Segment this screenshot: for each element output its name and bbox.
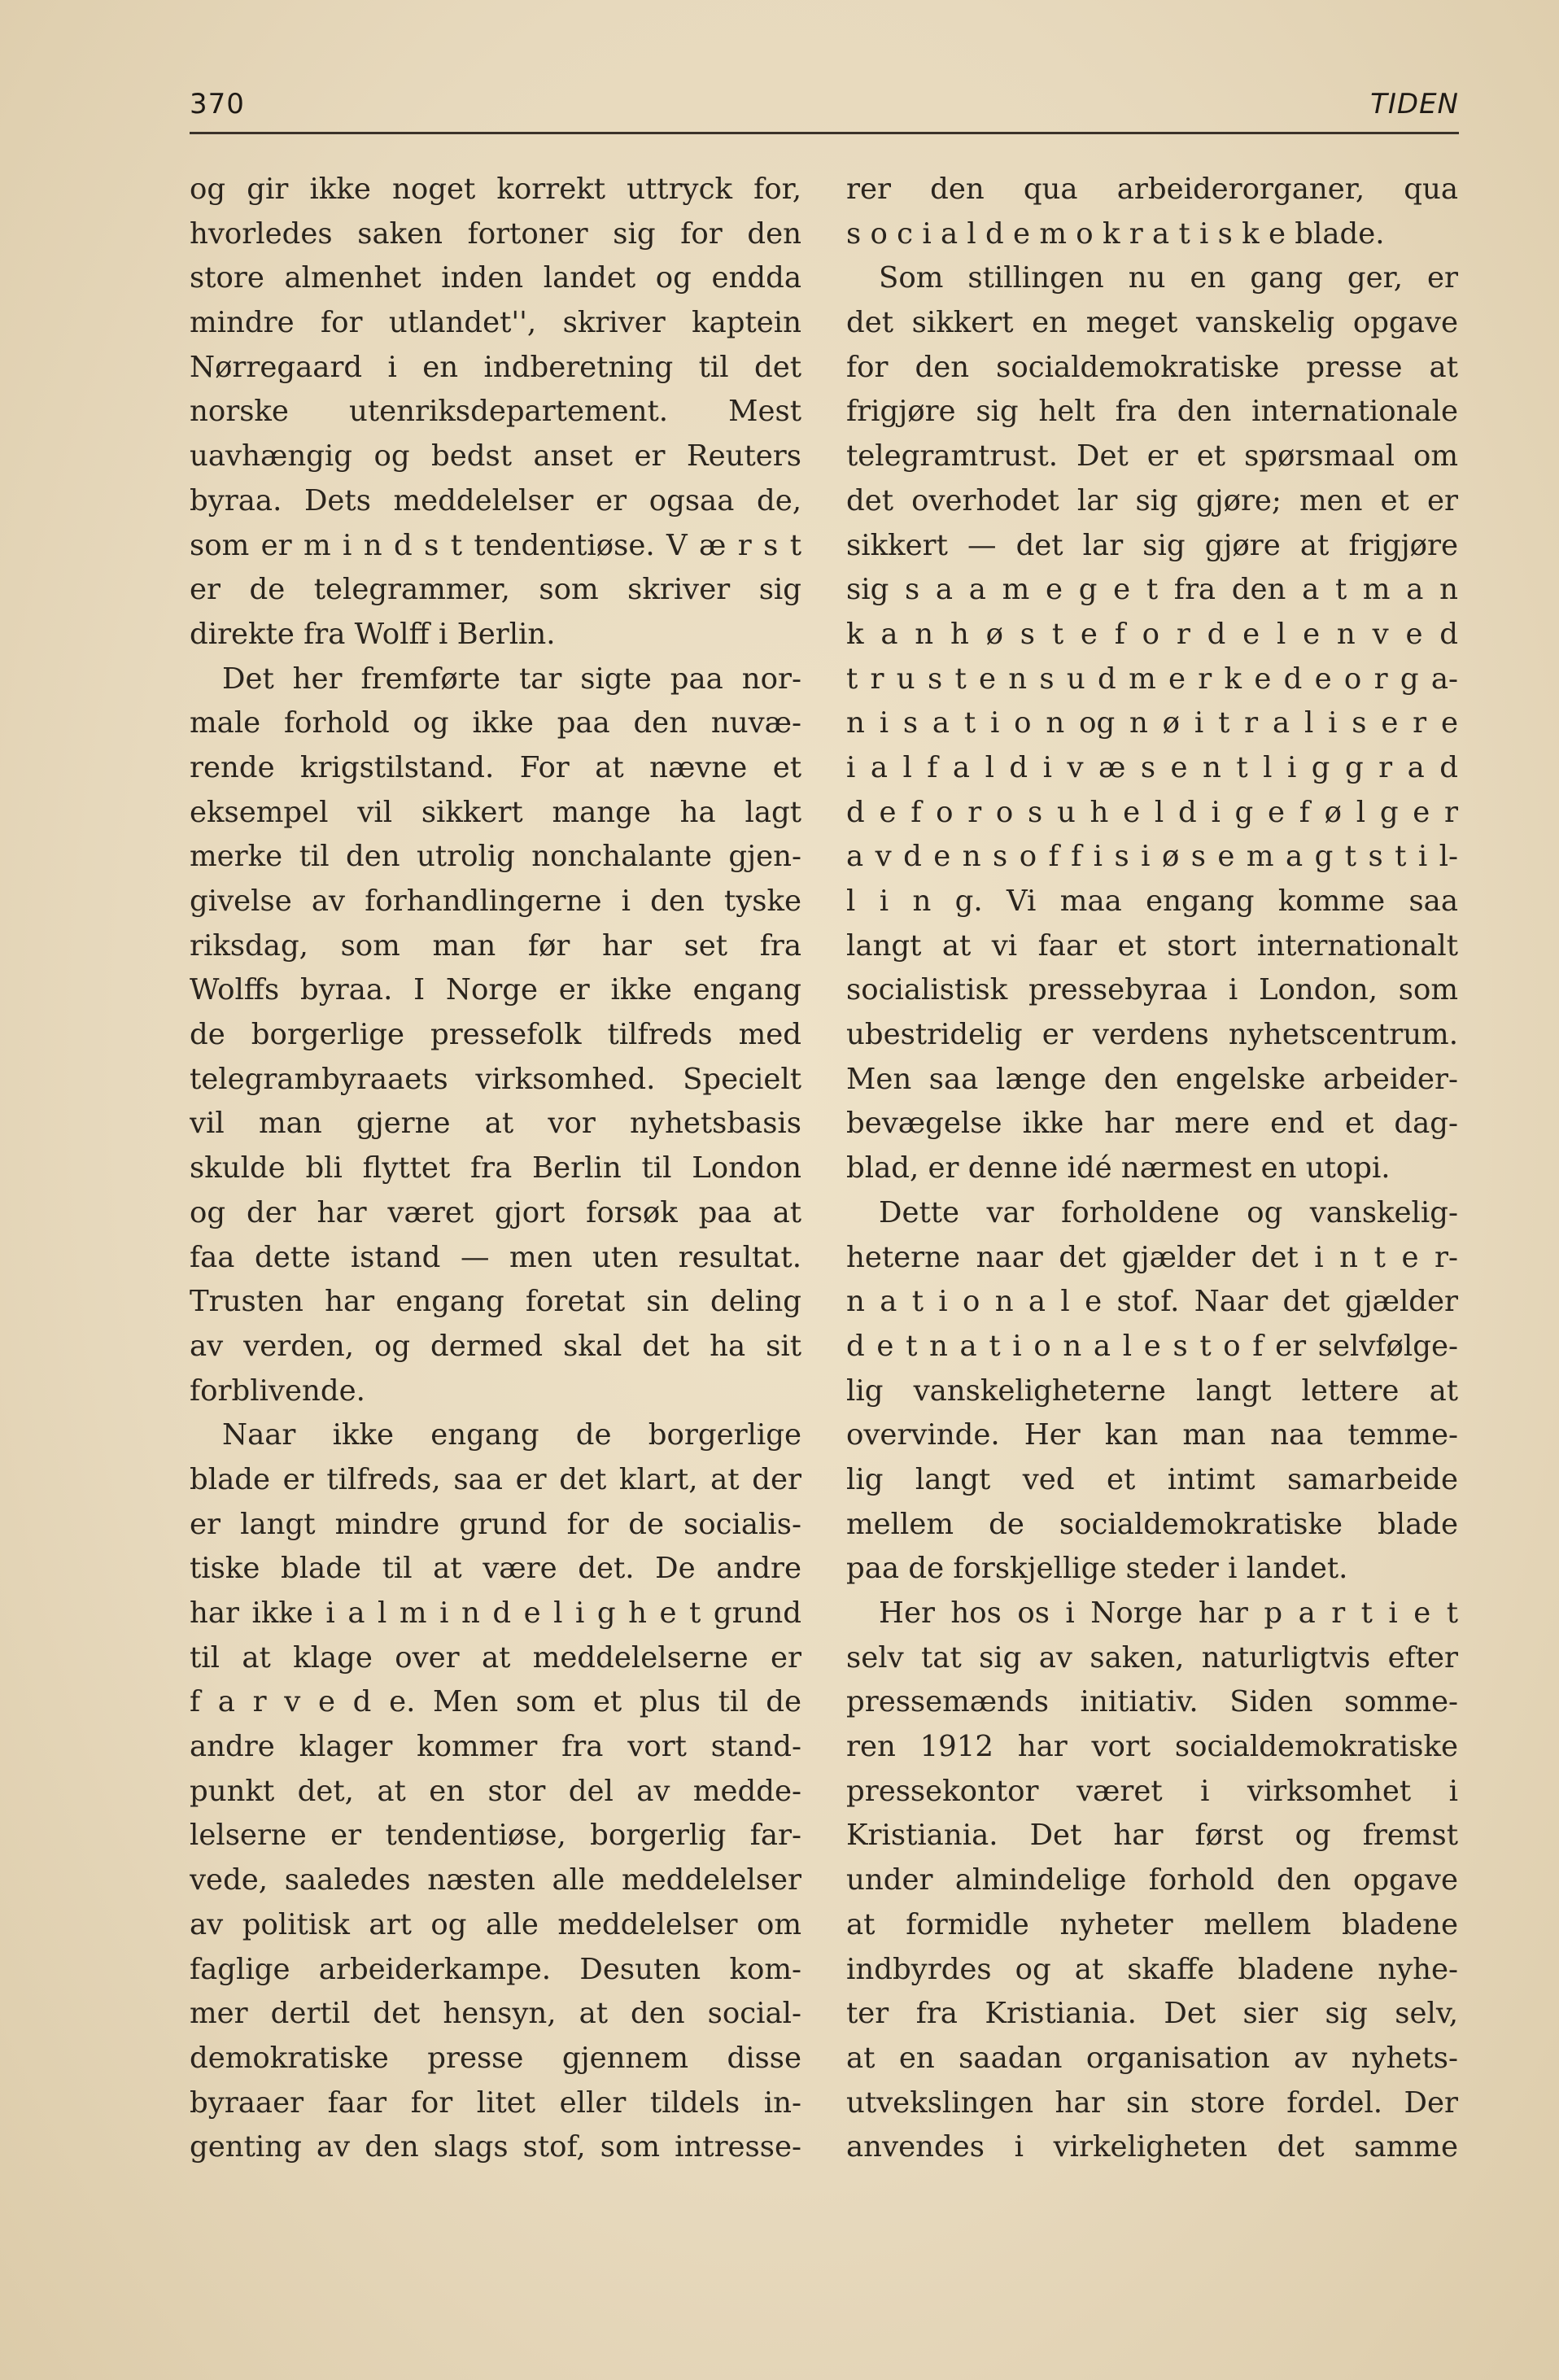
text-line: indbyrdes og at skaffe bladene nyhe- — [846, 1952, 1458, 1986]
text-line: blade er tilfreds, saa er det klart, at der — [190, 1462, 801, 1496]
text-line: store almenhet inden landet og endda — [190, 261, 801, 295]
text-line: at formidle nyheter mellem bladene — [846, 1907, 1458, 1941]
text-line: tiske blade til at være det. De andre — [190, 1552, 801, 1586]
text-line: eksempel vil sikkert mange ha lagt — [190, 795, 801, 829]
running-title: TIDEN — [1370, 88, 1459, 120]
text-line: n i s a t i o n og n ø i t r a l i s e r e — [846, 706, 1458, 740]
text-line: til at klage over at meddelelserne er — [190, 1640, 801, 1675]
text-line: langt at vi faar et stort internationalt — [846, 928, 1458, 963]
text-line: riksdag, som man før har set fra — [190, 928, 801, 963]
text-line: av politisk art og alle meddelelser om — [190, 1907, 801, 1941]
text-line: heterne naar det gjælder det i n t e r- — [846, 1240, 1458, 1274]
text-line: l i n g. Vi maa engang komme saa — [846, 884, 1458, 918]
text-line: og gir ikke noget korrekt uttryck for, — [190, 172, 801, 206]
text-line: pressemænds initiativ. Siden somme- — [846, 1685, 1458, 1719]
text-line: rer den qua arbeiderorganer, qua — [846, 172, 1458, 206]
text-line: Som stillingen nu en gang ger, er — [879, 261, 1458, 295]
text-line: Kristiania. Det har først og fremst — [846, 1819, 1458, 1853]
text-line: Her hos os i Norge har p a r t i e t — [879, 1596, 1458, 1630]
text-line: ren 1912 har vort socialdemokratiske — [846, 1730, 1458, 1764]
text-line: er de telegrammer, som skriver sig — [190, 573, 801, 607]
text-line: lig langt ved et intimt samarbeide — [846, 1462, 1458, 1496]
text-line: sig s a a m e g e t fra den a t m a n — [846, 573, 1458, 607]
text-line: Wolffs byraa. I Norge er ikke engang — [190, 973, 801, 1007]
text-line: Nørregaard i en indberetning til det — [190, 350, 801, 384]
text-line: male forhold og ikke paa den nuvæ- — [190, 706, 801, 740]
text-line: det sikkert en meget vanskelig opgave — [846, 306, 1458, 340]
text-line: for den socialdemokratiske presse at — [846, 350, 1458, 384]
text-line: Naar ikke engang de borgerlige — [222, 1418, 801, 1452]
text-line: norske utenriksdepartement. Mest — [190, 395, 801, 429]
text-line: genting av den slags stof, som intresse- — [190, 2130, 801, 2164]
text-line: i a l f a l d i v æ s e n t l i g g r a d — [846, 750, 1458, 784]
text-line: de borgerlige pressefolk tilfreds med — [190, 1018, 801, 1052]
text-line: paa de forskjellige steder i landet. — [846, 1552, 1348, 1586]
text-line: det overhodet lar sig gjøre; men et er — [846, 483, 1458, 517]
text-line: og der har været gjort forsøk paa at — [190, 1195, 801, 1229]
text-line: demokratiske presse gjennem disse — [190, 2041, 801, 2075]
text-line: under almindelige forhold den opgave — [846, 1863, 1458, 1897]
text-line: pressekontor været i virksomhet i — [846, 1774, 1458, 1808]
text-line: skulde bli flyttet fra Berlin til London — [190, 1151, 801, 1186]
text-line: blad, er denne idé nærmest en utopi. — [846, 1151, 1391, 1186]
text-line: d e f o r o s u h e l d i g e f ø l g e r — [846, 795, 1458, 829]
text-line: mellem de socialdemokratiske blade — [846, 1507, 1458, 1541]
text-line: andre klager kommer fra vort stand- — [190, 1730, 801, 1764]
text-line: frigjøre sig helt fra den internationale — [846, 395, 1458, 429]
text-line: lig vanskeligheterne langt lettere at — [846, 1373, 1458, 1408]
right-column — [846, 168, 1458, 2170]
text-line: har ikke i a l m i n d e l i g h e t grund — [190, 1596, 801, 1630]
page-number: 370 — [190, 88, 245, 120]
text-line: Dette var forholdene og vanskelig- — [879, 1195, 1458, 1229]
text-line: f a r v e d e. Men som et plus til de — [190, 1685, 801, 1719]
text-line: telegramtrust. Det er et spørsmaal om — [846, 439, 1458, 474]
text-line: n a t i o n a l e stof. Naar det gjælder — [846, 1285, 1458, 1319]
left-column — [190, 168, 801, 2170]
text-line: mer dertil det hensyn, at den social- — [190, 1997, 801, 2031]
text-line: direkte fra Wolff i Berlin. — [190, 617, 556, 651]
text-line: k a n h ø s t e f o r d e l e n v e d — [846, 617, 1458, 651]
text-line: faglige arbeiderkampe. Desuten kom- — [190, 1952, 801, 1986]
text-line: vil man gjerne at vor nyhetsbasis — [190, 1107, 801, 1141]
text-line: givelse av forhandlingerne i den tyske — [190, 884, 801, 918]
text-line: rende krigstilstand. For at nævne et — [190, 750, 801, 784]
text-line: lelserne er tendentiøse, borgerlig far- — [190, 1819, 801, 1853]
text-line: Trusten har engang foretat sin deling — [190, 1285, 801, 1319]
text-line: hvorledes saken fortoner sig for den — [190, 216, 801, 251]
text-line: ter fra Kristiania. Det sier sig selv, — [846, 1997, 1458, 2031]
text-line: Det her fremførte tar sigte paa nor- — [222, 662, 801, 696]
text-line: som er m i n d s t tendentiøse. V æ r s t — [190, 528, 801, 562]
text-line: merke til den utrolig nonchalante gjen- — [190, 840, 801, 874]
text-line: mindre for utlandet'', skriver kaptein — [190, 306, 801, 340]
text-line: anvendes i virkeligheten det samme — [846, 2130, 1458, 2164]
text-line: ubestridelig er verdens nyhetscentrum. — [846, 1018, 1458, 1052]
text-line: punkt det, at en stor del av medde- — [190, 1774, 801, 1808]
text-line: Men saa længe den engelske arbeider- — [846, 1062, 1458, 1096]
text-line: socialistisk pressebyraa i London, som — [846, 973, 1458, 1007]
text-line: d e t n a t i o n a l e s t o f er selvfølge- — [846, 1329, 1458, 1363]
header-rule — [190, 132, 1459, 134]
text-line: byraaer faar for litet eller tildels in- — [190, 2085, 801, 2120]
text-line: av verden, og dermed skal det ha sit — [190, 1329, 801, 1363]
text-line: s o c i a l d e m o k r a t i s k e blade. — [846, 216, 1385, 251]
text-line: utvekslingen har sin store fordel. Der — [846, 2085, 1458, 2120]
text-line: forblivende. — [190, 1373, 365, 1408]
text-line: selv tat sig av saken, naturligtvis efter — [846, 1640, 1458, 1675]
text-line: vede, saaledes næsten alle meddelelser — [190, 1863, 801, 1897]
text-line: overvinde. Her kan man naa temme- — [846, 1418, 1458, 1452]
text-line: sikkert — det lar sig gjøre at frigjøre — [846, 528, 1458, 562]
text-line: byraa. Dets meddelelser er ogsaa de, — [190, 483, 801, 517]
text-line: a v d e n s o f f i s i ø s e m a g t s t i l- — [846, 840, 1458, 874]
text-line: faa dette istand — men uten resultat. — [190, 1240, 801, 1274]
text-line: at en saadan organisation av nyhets- — [846, 2041, 1458, 2075]
text-line: bevægelse ikke har mere end et dag- — [846, 1107, 1458, 1141]
text-line: t r u s t e n s u d m e r k e d e o r g a- — [846, 662, 1458, 696]
page-header — [190, 88, 1459, 133]
text-line: er langt mindre grund for de socialis- — [190, 1507, 801, 1541]
text-line: uavhængig og bedst anset er Reuters — [190, 439, 801, 474]
text-line: telegrambyraaets virksomhed. Specielt — [190, 1062, 801, 1096]
